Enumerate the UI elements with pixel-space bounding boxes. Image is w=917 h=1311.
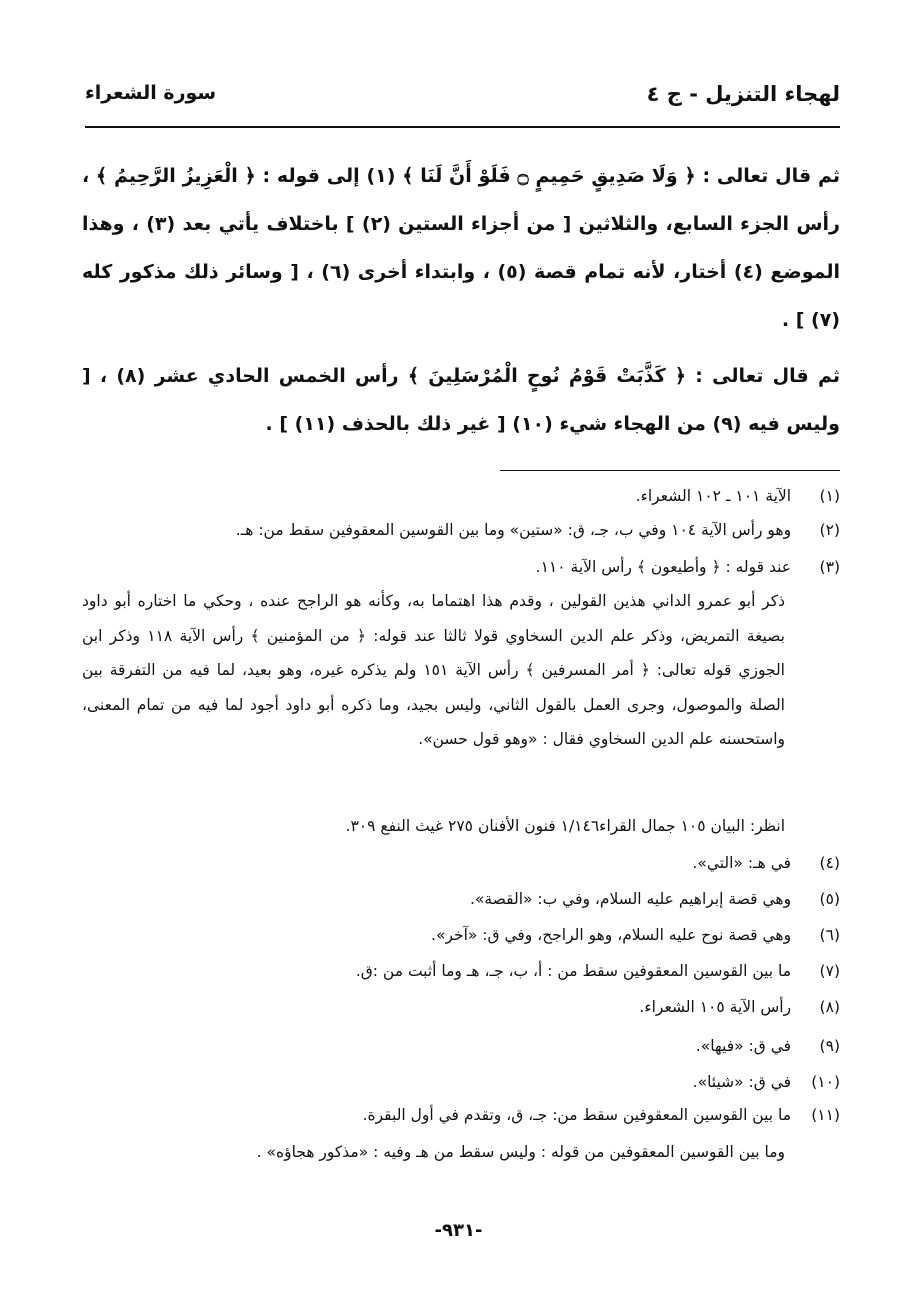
footnote-8 [82, 990, 840, 1024]
body-paragraph-1: ثم قال تعالى : ﴿ وَلَا صَدِيقٍ حَمِيمٍ ۝ فَلَوْ أَنَّ لَنَا ﴾ (١) إلى قوله : ﴿ الْعَزِيزُ الرَّحِيمُ ﴾ ، رأس الجزء السابع، والثلاثين [ من أجزاء الستين (٢) ] باختلاف يأتي بعد (٣) ، وهذا الموضع (٤) أختار، لأنه تمام قصة (٥) ، وابتداء أخرى (٦) ، [ وسائر ذلك مذكور كله (٧) ] . [82, 165, 840, 331]
footnote-number: (٢) [819, 521, 840, 539]
running-header [85, 82, 840, 122]
footnote-number: (٥) [819, 890, 840, 908]
footnote-11 [82, 1098, 840, 1132]
footnote-3 [82, 550, 840, 584]
footnote-number: (٦) [819, 926, 840, 944]
footnote-text: رأس الآية ١٠٥ الشعراء. [639, 998, 792, 1016]
footnote-number: (٩) [819, 1037, 840, 1055]
footnote-number: (٧) [819, 962, 840, 980]
footnote-number: (١) [819, 487, 840, 505]
header-rule [85, 126, 840, 128]
footnote-5 [82, 882, 840, 916]
book-title: لهجاء التنزيل - ج ٤ [646, 82, 840, 106]
footnote-3-sources: انظر: البيان ١٠٥ جمال القراء١/١٤٦ فنون الأفنان ٢٧٥ غيث النفع ٣٠٩. [345, 817, 785, 835]
footnote-10 [82, 1065, 840, 1099]
footnote-text: الآية ١٠١ ـ ١٠٢ الشعراء. [635, 487, 792, 505]
footnote-text: وهي قصة إبراهيم عليه السلام، وفي ب: «القصة». [469, 890, 792, 908]
footnote-7 [82, 954, 840, 988]
body-paragraph-2: ثم قال تعالى : ﴿ كَذَّبَتْ قَوْمُ نُوحٍ الْمُرْسَلِينَ ﴾ رأس الخمس الحادي عشر (٨) ، [ وليس فيه (٩) من الهجاء شيء (١٠) [ غير ذلك بالحذف (١١) ] . [82, 365, 840, 435]
footnote-text: في ق: «فيها». [695, 1037, 792, 1055]
footnote-text: في هـ: «التي». [692, 854, 792, 872]
footnote-text: في ق: «شيئا». [692, 1073, 792, 1091]
footnote-3-continuation: ذكر أبو عمرو الداني هذين القولين ، وقدم هذا اهتماما به، وكأنه هو الراجح عنده ، وحكي ما اختاره أبو داود بصيغة التمريض، وذكر علم الدين السخاوي قولا ثالثا عند قوله: ﴿ من المؤمنين ﴾ رأس الآية ١١٨ وذكر ابن الجوزي قوله تعالى: ﴿ أمر المسرفين ﴾ رأس الآية ١٥١ ولم يذكره غيره، وهو بعيد، لما فيه من التفرقة بين الصلة والموصول، وجرى العمل بالقول الثاني، وليس بجيد، وما ذكره أبو داود أجود لما فيه من تمام المعنى، واستحسنه علم الدين السخاوي فقال : «وهو قول حسن». [82, 592, 785, 748]
page-number: -٩٣١- [434, 1220, 483, 1241]
footnote-text: وهو رأس الآية ١٠٤ وفي ب، جـ، ق: «ستين» وما بين القوسين المعقوفين سقط من: هـ. [235, 521, 792, 539]
footnote-text: ما بين القوسين المعقوفين سقط من: جـ، ق، وتقدم في أول البقرة. [362, 1106, 792, 1124]
footnote-number: (١١) [811, 1106, 840, 1124]
footnote-text: وهي قصة نوح عليه السلام، وهو الراجح، وفي ق: «آخر». [431, 926, 792, 944]
footnote-number: (٨) [819, 998, 840, 1016]
footnote-text: ما بين القوسين المعقوفين سقط من : أ، ب، جـ، هـ وما أثبت من :ق. [355, 962, 792, 980]
footnote-4 [82, 846, 840, 880]
footnote-number: (٤) [819, 854, 840, 872]
footnote-11-note: وما بين القوسين المعقوفين من قوله : وليس سقط من هـ وفيه : «مذكور هجاؤه» . [256, 1143, 785, 1161]
footnote-9 [82, 1029, 840, 1063]
footnote-number: (١٠) [811, 1073, 840, 1091]
footnote-number: (٣) [819, 558, 840, 576]
footnote-6 [82, 918, 840, 952]
footnote-text: عند قوله : ﴿ وأطيعون ﴾ رأس الآية ١١٠. [535, 558, 792, 576]
surah-title: سورة الشعراء [85, 82, 217, 104]
footnote-separator [500, 470, 840, 471]
footnote-2 [82, 513, 840, 547]
footnote-1 [82, 479, 840, 513]
